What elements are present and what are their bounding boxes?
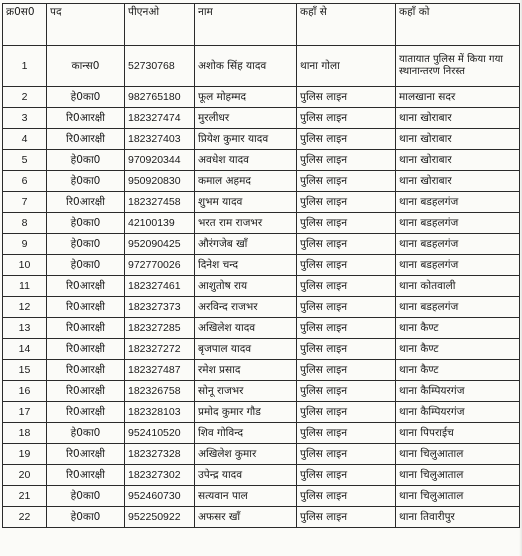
cell-to: थाना खोराबार xyxy=(396,171,520,192)
cell-pno: 952250922 xyxy=(125,507,195,528)
cell-name: औरंगजेब खाँ xyxy=(195,234,297,255)
cell-to: थाना खोराबार xyxy=(396,150,520,171)
cell-from: पुलिस लाइन xyxy=(297,360,396,381)
cell-from: पुलिस लाइन xyxy=(297,87,396,108)
cell-rank: हे0का0 xyxy=(47,87,125,108)
cell-serial-number: 12 xyxy=(3,297,47,318)
cell-to: थाना कैण्ट xyxy=(396,339,520,360)
cell-name: आशुतोष राय xyxy=(195,276,297,297)
cell-to: थाना बडहलगंज xyxy=(396,213,520,234)
cell-from: पुलिस लाइन xyxy=(297,150,396,171)
cell-from: पुलिस लाइन xyxy=(297,297,396,318)
cell-from: पुलिस लाइन xyxy=(297,486,396,507)
cell-from: पुलिस लाइन xyxy=(297,192,396,213)
cell-serial-number: 8 xyxy=(3,213,47,234)
table-row xyxy=(3,465,520,486)
table-row xyxy=(3,444,520,465)
cell-pno: 952460730 xyxy=(125,486,195,507)
cell-pno: 182327302 xyxy=(125,465,195,486)
cell-from: पुलिस लाइन xyxy=(297,318,396,339)
cell-pno: 52730768 xyxy=(125,46,195,87)
cell-serial-number: 7 xyxy=(3,192,47,213)
cell-from: पुलिस लाइन xyxy=(297,402,396,423)
cell-to: थाना चिलुआताल xyxy=(396,486,520,507)
cell-to: थाना पिपराईच xyxy=(396,423,520,444)
cell-rank: रि0आरक्षी xyxy=(47,339,125,360)
table-row xyxy=(3,507,520,528)
cell-name: सत्यवान पाल xyxy=(195,486,297,507)
table-row xyxy=(3,276,520,297)
cell-to: थाना बडहलगंज xyxy=(396,297,520,318)
cell-serial-number: 19 xyxy=(3,444,47,465)
cell-name: दिनेश चन्द xyxy=(195,255,297,276)
cell-name: मुरलीधर xyxy=(195,108,297,129)
cell-from: पुलिस लाइन xyxy=(297,234,396,255)
cell-from: पुलिस लाइन xyxy=(297,465,396,486)
cell-serial-number: 16 xyxy=(3,381,47,402)
cell-serial-number: 20 xyxy=(3,465,47,486)
cell-name: अरविन्द राजभर xyxy=(195,297,297,318)
cell-to: थाना कोतवाली xyxy=(396,276,520,297)
cell-serial-number: 22 xyxy=(3,507,47,528)
table-row xyxy=(3,150,520,171)
cell-from: पुलिस लाइन xyxy=(297,381,396,402)
cell-rank: रि0आरक्षी xyxy=(47,129,125,150)
cell-pno: 182327328 xyxy=(125,444,195,465)
cell-rank: रि0आरक्षी xyxy=(47,192,125,213)
header-name: नाम xyxy=(195,4,297,46)
cell-pno: 952410520 xyxy=(125,423,195,444)
cell-serial-number: 15 xyxy=(3,360,47,381)
cell-rank: रि0आरक्षी xyxy=(47,318,125,339)
cell-serial-number: 6 xyxy=(3,171,47,192)
cell-pno: 182327285 xyxy=(125,318,195,339)
cell-rank: हे0का0 xyxy=(47,234,125,255)
cell-name: फूल मोहम्मद xyxy=(195,87,297,108)
cell-pno: 182327373 xyxy=(125,297,195,318)
header-rank: पद xyxy=(47,4,125,46)
table-row xyxy=(3,192,520,213)
table-row xyxy=(3,213,520,234)
cell-from: पुलिस लाइन xyxy=(297,171,396,192)
cell-to: थाना बडहलगंज xyxy=(396,234,520,255)
cell-pno: 182327487 xyxy=(125,360,195,381)
cell-pno: 182327474 xyxy=(125,108,195,129)
cell-rank: हे0का0 xyxy=(47,423,125,444)
cell-from: पुलिस लाइन xyxy=(297,213,396,234)
cell-name: शुभम यादव xyxy=(195,192,297,213)
cell-pno: 970920344 xyxy=(125,150,195,171)
cell-serial-number: 18 xyxy=(3,423,47,444)
table-row xyxy=(3,87,520,108)
cell-name: रमेश प्रसाद xyxy=(195,360,297,381)
cell-serial-number: 17 xyxy=(3,402,47,423)
cell-rank: हे0का0 xyxy=(47,213,125,234)
cell-to: थाना चिलुआताल xyxy=(396,444,520,465)
cell-serial-number: 5 xyxy=(3,150,47,171)
table-row xyxy=(3,255,520,276)
table-row xyxy=(3,297,520,318)
cell-rank: हे0का0 xyxy=(47,486,125,507)
cell-from: पुलिस लाइन xyxy=(297,339,396,360)
cell-name: शिव गोविन्द xyxy=(195,423,297,444)
cell-to: थाना खोराबार xyxy=(396,108,520,129)
cell-serial-number: 13 xyxy=(3,318,47,339)
cell-pno: 182326758 xyxy=(125,381,195,402)
cell-from: पुलिस लाइन xyxy=(297,444,396,465)
cell-serial-number: 11 xyxy=(3,276,47,297)
table-row xyxy=(3,46,520,87)
cell-rank: हे0का0 xyxy=(47,507,125,528)
cell-serial-number: 9 xyxy=(3,234,47,255)
cell-serial-number: 14 xyxy=(3,339,47,360)
cell-from: पुलिस लाइन xyxy=(297,276,396,297)
cell-to: यातायात पुलिस में किया गया स्थानान्तरण निरस्त xyxy=(396,46,520,87)
cell-serial-number: 4 xyxy=(3,129,47,150)
cell-pno: 950920830 xyxy=(125,171,195,192)
cell-pno: 42100139 xyxy=(125,213,195,234)
cell-pno: 972770026 xyxy=(125,255,195,276)
cell-pno: 952090425 xyxy=(125,234,195,255)
cell-serial-number: 3 xyxy=(3,108,47,129)
cell-name: अफसर खाँ xyxy=(195,507,297,528)
table-row xyxy=(3,360,520,381)
cell-name: सोनू राजभर xyxy=(195,381,297,402)
cell-to: थाना चिलुआताल xyxy=(396,465,520,486)
cell-name: अखिलेश कुमार xyxy=(195,444,297,465)
cell-from: थाना गोला xyxy=(297,46,396,87)
table-row xyxy=(3,339,520,360)
table-row xyxy=(3,486,520,507)
transfer-roster-table xyxy=(2,3,520,528)
cell-to: थाना तिवारीपुर xyxy=(396,507,520,528)
cell-to: मालखाना सदर xyxy=(396,87,520,108)
cell-to: थाना बडहलगंज xyxy=(396,192,520,213)
cell-from: पुलिस लाइन xyxy=(297,423,396,444)
header-pno: पीएनओ xyxy=(125,4,195,46)
cell-pno: 182328103 xyxy=(125,402,195,423)
cell-name: बृजपाल यादव xyxy=(195,339,297,360)
cell-name: कमाल अहमद xyxy=(195,171,297,192)
cell-rank: कान्स0 xyxy=(47,46,125,87)
cell-name: अशोक सिंह यादव xyxy=(195,46,297,87)
table-body xyxy=(3,46,520,528)
table-row xyxy=(3,171,520,192)
cell-rank: रि0आरक्षी xyxy=(47,108,125,129)
cell-rank: हे0का0 xyxy=(47,255,125,276)
cell-name: उपेन्द्र यादव xyxy=(195,465,297,486)
cell-serial-number: 21 xyxy=(3,486,47,507)
cell-to: थाना खोराबार xyxy=(396,129,520,150)
cell-name: अवधेश यादव xyxy=(195,150,297,171)
cell-rank: रि0आरक्षी xyxy=(47,465,125,486)
table-row xyxy=(3,423,520,444)
cell-pno: 182327458 xyxy=(125,192,195,213)
cell-rank: रि0आरक्षी xyxy=(47,276,125,297)
cell-rank: रि0आरक्षी xyxy=(47,402,125,423)
cell-from: पुलिस लाइन xyxy=(297,129,396,150)
cell-serial-number: 10 xyxy=(3,255,47,276)
table-row xyxy=(3,318,520,339)
cell-to: थाना कैण्ट xyxy=(396,318,520,339)
cell-pno: 182327403 xyxy=(125,129,195,150)
cell-to: थाना कैण्ट xyxy=(396,360,520,381)
cell-to: थाना कैम्पियरगंज xyxy=(396,381,520,402)
cell-name: प्रमोद कुमार गौड xyxy=(195,402,297,423)
table-header xyxy=(3,4,520,46)
table-row xyxy=(3,108,520,129)
cell-pno: 182327272 xyxy=(125,339,195,360)
cell-rank: हे0का0 xyxy=(47,150,125,171)
cell-pno: 182327461 xyxy=(125,276,195,297)
cell-pno: 982765180 xyxy=(125,87,195,108)
cell-serial-number: 2 xyxy=(3,87,47,108)
table-row xyxy=(3,234,520,255)
cell-rank: हे0का0 xyxy=(47,171,125,192)
header-row xyxy=(3,4,520,46)
cell-name: भरत राम राजभर xyxy=(195,213,297,234)
cell-rank: रि0आरक्षी xyxy=(47,297,125,318)
header-serial-number: क्र0स0 xyxy=(3,4,47,46)
cell-name: प्रियेश कुमार यादव xyxy=(195,129,297,150)
cell-from: पुलिस लाइन xyxy=(297,108,396,129)
table-row xyxy=(3,129,520,150)
cell-from: पुलिस लाइन xyxy=(297,255,396,276)
table-row xyxy=(3,402,520,423)
cell-to: थाना कैम्पियरगंज xyxy=(396,402,520,423)
header-to: कहाँ को xyxy=(396,4,520,46)
cell-rank: रि0आरक्षी xyxy=(47,381,125,402)
cell-serial-number: 1 xyxy=(3,46,47,87)
cell-rank: रि0आरक्षी xyxy=(47,360,125,381)
cell-name: अखिलेश यादव xyxy=(195,318,297,339)
cell-rank: रि0आरक्षी xyxy=(47,444,125,465)
cell-from: पुलिस लाइन xyxy=(297,507,396,528)
table-row xyxy=(3,381,520,402)
cell-to: थाना बडहलगंज xyxy=(396,255,520,276)
header-from: कहाँ से xyxy=(297,4,396,46)
